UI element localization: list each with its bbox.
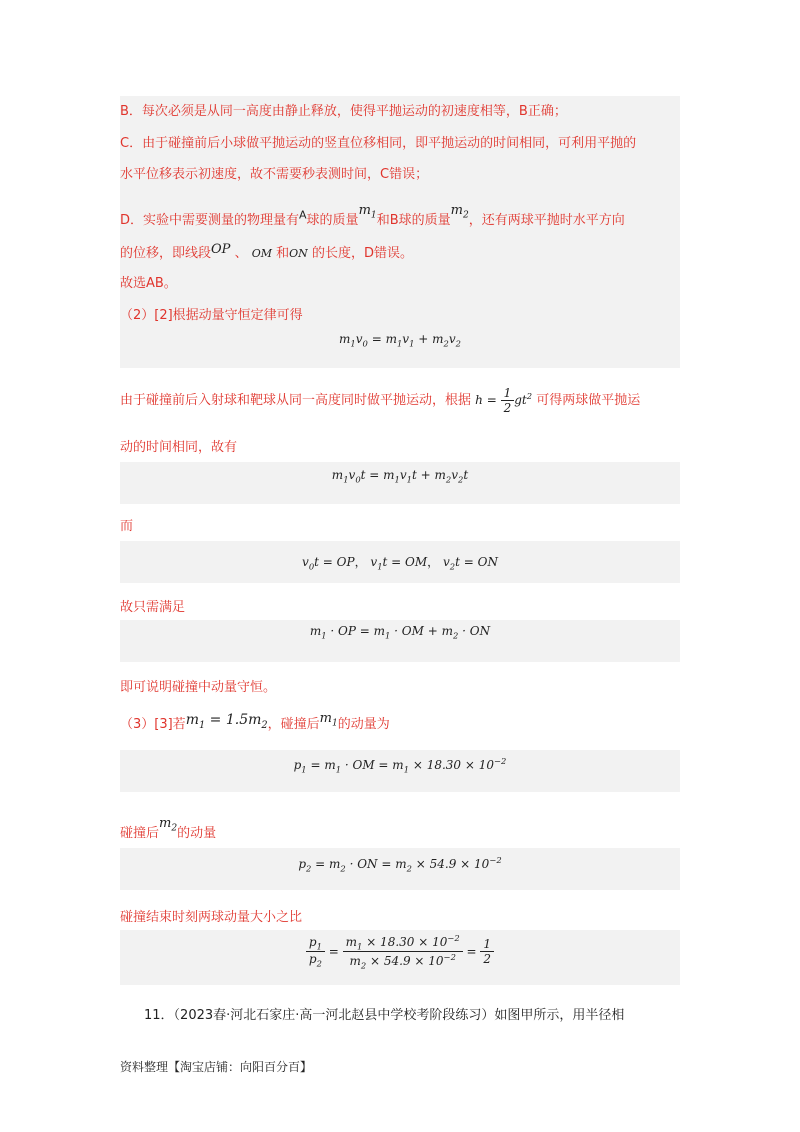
option-c-line-1: C．由于碰撞前后小球做平抛运动的竖直位移相同，即平抛运动的时间相同，可利用平抛的	[120, 136, 637, 151]
equation-momentum: $m_1v_0 = m_1v_1 + m_2v_2$	[339, 332, 461, 349]
text-er: 而	[120, 519, 134, 534]
m1-symbol-2: $m_1$	[319, 711, 338, 729]
m2-symbol-2: $m_2$	[159, 816, 178, 834]
text-time-line-1: 由于碰撞前后入射球和靶球从同一高度同时做平抛运动，根据 h = $\frac{1}{2}$ $gt^2$ 可得两球做平抛运	[120, 386, 641, 415]
op-symbol: OP	[211, 242, 231, 257]
part3-heading: （3）[3]若$m_1 = 1.5m_2$，碰撞后$m_1$的动量为	[120, 711, 390, 732]
equation-p2: $p_2 = m_2$ · ON = $m_2 \times 54.9 \times 10^{-2}$	[298, 855, 502, 874]
option-c-line-2: 水平位移表示初速度，故不需要秒表测时间，C错误；	[120, 167, 429, 182]
formula-h: h = $\frac{1}{2}$ $gt^2$	[475, 386, 533, 415]
m1-symbol: $m_1$	[358, 203, 377, 221]
equation-p1: $p_1 = m_1$ · OM = $m_1 \times 18.30 \times 10^{-2}$	[293, 756, 507, 775]
part2-heading: （2）[2]根据动量守恒定律可得	[120, 308, 303, 323]
footer-source: 资料整理【淘宝店铺：向阳百分百】	[120, 1060, 313, 1074]
equation-ratio: $\frac{p_1}{p_2}$ = $\frac{m_1 \times 18.30 \times 10^{-2}}{m_2 \times 54.9 \times 10^{-2}}$ = $\frac{1}{2}$	[120, 933, 680, 971]
text-prove: 即可说明碰撞中动量守恒。	[120, 680, 277, 695]
text-after-collision-2: 碰撞后$m_2$的动量	[120, 816, 217, 841]
text-only: 故只需满足	[120, 600, 186, 615]
option-d-line-2: 的位移，即线段OP 、 OM 和ON 的长度，D错误。	[120, 242, 413, 261]
equation-distances: $v_0t$ = OP， $v_1t$ = OM， $v_2t$ = ON	[302, 555, 498, 572]
mass-ratio: $m_1 = 1.5m_2$	[185, 712, 268, 731]
text-time-line-2: 动的时间相同，故有	[120, 440, 238, 455]
m2-symbol: $m_2$	[450, 203, 469, 221]
on-symbol: ON	[289, 247, 308, 260]
equation-condition: $m_1$ · OP = $m_1$ · OM + $m_2$ · ON	[309, 624, 491, 641]
option-d-line-1: D．实验中需要测量的物理量有$^A$球的质量$m_1$和B球的质量$m_2$，还有两球平抛时水平方向	[120, 203, 625, 228]
text-ratio: 碰撞结束时刻两球动量大小之比	[120, 910, 303, 925]
equation-momentum-t: $m_1v_0t = m_1v_1t + m_2v_2t$	[331, 468, 469, 485]
choose-line: 故选AB。	[120, 276, 177, 291]
option-b-line: B．每次必须是从同一高度由静止释放，使得平抛运动的初速度相等，B正确；	[120, 104, 567, 119]
om-symbol: OM	[251, 247, 272, 260]
question-11: 11．（2023春·河北石家庄·高一河北赵县中学校考阶段练习）如图甲所示，用半径相	[144, 1008, 625, 1023]
